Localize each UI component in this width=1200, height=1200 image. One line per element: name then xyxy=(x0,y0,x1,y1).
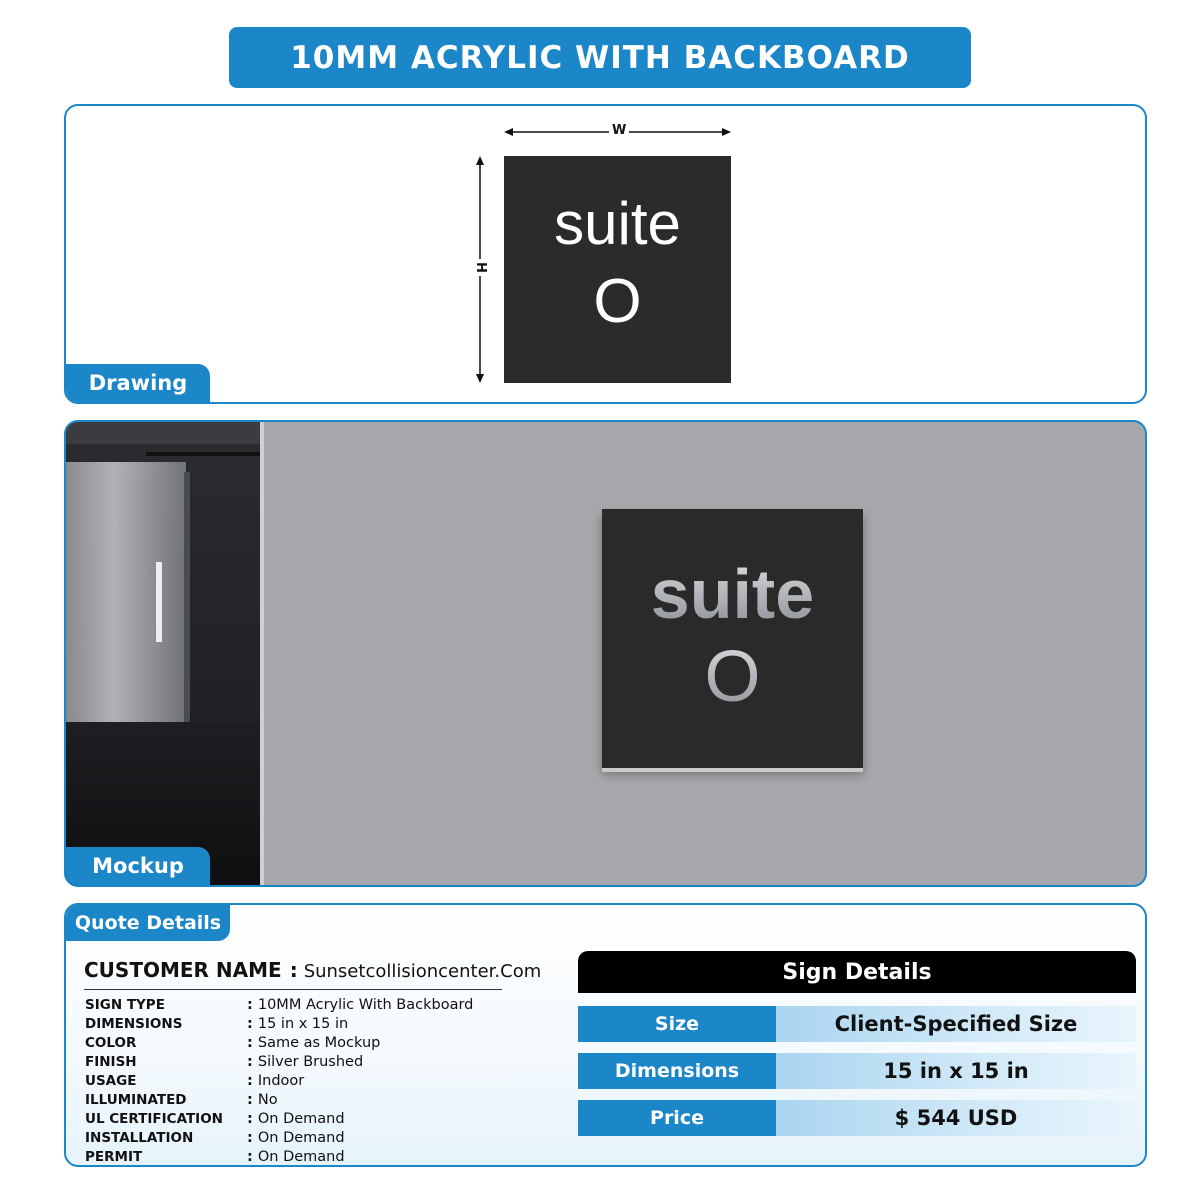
sign-details-key: Dimensions xyxy=(578,1053,776,1089)
spec-row xyxy=(85,1071,505,1090)
sign-text-line2: O xyxy=(593,267,642,336)
mockup-tab-label: Mockup xyxy=(66,847,210,885)
door-handle xyxy=(156,562,162,642)
sign-text-line1: suite xyxy=(554,190,681,257)
spec-value: : 15 in x 15 in xyxy=(247,1016,348,1032)
ceiling xyxy=(66,422,263,444)
sign-drawing xyxy=(504,156,731,383)
spec-key: SIGN TYPE xyxy=(85,996,165,1013)
spec-row xyxy=(85,1014,505,1033)
spec-key: INSTALLATION xyxy=(85,1129,194,1146)
spec-key: ILLUMINATED xyxy=(85,1091,187,1108)
spec-key: PERMIT xyxy=(85,1148,143,1165)
mockup-text-line2: O xyxy=(602,641,863,713)
sign-mockup xyxy=(602,509,863,768)
spec-value: : Indoor xyxy=(247,1073,304,1089)
colon: : xyxy=(289,958,298,982)
wall-edge xyxy=(260,422,264,885)
height-label: H xyxy=(473,259,488,276)
spec-value: : Silver Brushed xyxy=(247,1054,363,1070)
spec-row xyxy=(85,1090,505,1109)
spec-row xyxy=(85,1033,505,1052)
page-title: 10MM ACRYLIC WITH BACKBOARD xyxy=(229,27,971,88)
quote-tab-label: Quote Details xyxy=(66,905,230,941)
mockup-panel xyxy=(64,420,1147,887)
sign-details-row-dimensions xyxy=(578,1053,1136,1089)
spec-key: FINISH xyxy=(85,1053,137,1070)
sign-details-row-size xyxy=(578,1006,1136,1042)
customer-name-label: CUSTOMER NAME xyxy=(84,958,282,982)
customer-name-line xyxy=(84,958,541,982)
ceiling-light xyxy=(146,452,263,456)
spec-value: : On Demand xyxy=(247,1149,345,1165)
spec-row xyxy=(85,1109,505,1128)
sign-details-row-price xyxy=(578,1100,1136,1136)
sign-details-key: Size xyxy=(578,1006,776,1042)
spec-value: : On Demand xyxy=(247,1111,345,1127)
spec-value: : Same as Mockup xyxy=(247,1035,380,1051)
spec-key: DIMENSIONS xyxy=(85,1015,183,1032)
spec-value: : 10MM Acrylic With Backboard xyxy=(247,997,473,1013)
spec-key: COLOR xyxy=(85,1034,137,1051)
spec-key: UL CERTIFICATION xyxy=(85,1110,223,1127)
sign-details-value: Client-Specified Size xyxy=(776,1006,1136,1042)
spec-key: USAGE xyxy=(85,1072,137,1089)
sign-details-value: 15 in x 15 in xyxy=(776,1053,1136,1089)
mockup-text-line1: suite xyxy=(602,559,863,629)
drawing-panel xyxy=(64,104,1147,404)
quote-details-panel xyxy=(64,903,1147,1167)
spec-row xyxy=(85,1128,505,1147)
spec-value: : No xyxy=(247,1092,278,1108)
spec-value: : On Demand xyxy=(247,1130,345,1146)
drawing-tab-label: Drawing xyxy=(66,364,210,402)
spec-list xyxy=(85,995,505,1166)
divider xyxy=(84,989,502,990)
sign-details-title: Sign Details xyxy=(578,951,1136,993)
width-label: W xyxy=(609,123,629,138)
office-background-image xyxy=(66,422,263,885)
customer-name-value: Sunsetcollisioncenter.Com xyxy=(303,961,542,982)
sign-details-key: Price xyxy=(578,1100,776,1136)
sign-details-value: $ 544 USD xyxy=(776,1100,1136,1136)
glass-partition xyxy=(66,462,186,762)
spec-row xyxy=(85,995,505,1014)
spec-row xyxy=(85,1052,505,1071)
spec-row xyxy=(85,1147,505,1166)
